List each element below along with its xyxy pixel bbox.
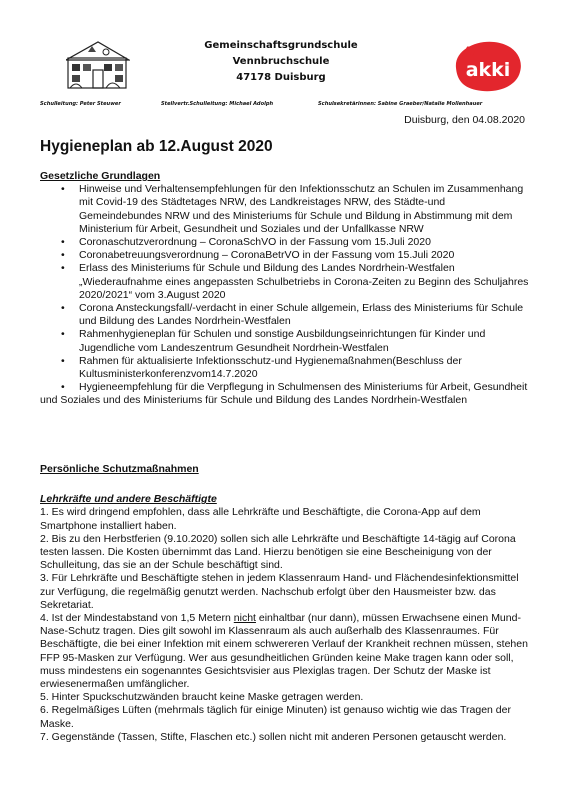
staff-subheading: Lehrkräfte und andere Beschäftigte — [40, 493, 217, 506]
letter-date: Duisburg, den 04.08.2020 — [404, 114, 525, 126]
rule-4-rest: einhaltbar (nur dann), müssen Erwachsene einen Mund-Nase-Schutz tragen. Dies gilt sowohl im Klassenraum als auch außerhalb des Klassenraumes. Für Beschäftigte, die bei einer Infektion mit einem schwereren Verlauf der Krankheit rechnen müssen, stehen FFP 95-Masken zur Verfügung. Wer aus gesundheitlichen Gründen keine Make tragen kann oder soll, muss mindestens ein sogenanntes Gesichtsvisier aus Plexiglas tragen. Der Schutz der Maske ist erwiesenermaßen umfänglicher. — [40, 612, 528, 691]
legal-basis-item: • Hygieneempfehlung für die Verpflegung in Schulmensen des Ministeriums für Arbeit, Gesundheit und Soziales und des Ministeriums für Schule und Bildung des Landes Nordrhein-Westfalen — [40, 381, 530, 407]
akki-logo — [450, 38, 526, 96]
legal-basis-item: • Rahmen für aktualisierte Infektionsschutz-und Hygienemaßnahmen(Beschluss der Kultusministerkonferenzvom14.7.2020 — [40, 355, 530, 381]
legal-basis-item: • Corona Ansteckungsfall/-verdacht in einer Schule allgemein, Erlass des Ministeriums für Schule und Bildung des Landes Nordrhein-Westfalen — [40, 302, 530, 328]
staff-rule-item-4 — [40, 612, 530, 691]
legal-basis-item: • Coronabetreuungsverordnung – CoronaBetrVO in der Fassung vom 15.Juli 2020 — [40, 249, 530, 262]
school-name: Vennbruchschule — [232, 56, 330, 67]
school-city: 47178 Duisburg — [236, 72, 326, 83]
staff-rule-item: 1. Es wird dringend empfohlen, dass alle Lehrkräfte und Beschäftigte, die Corona-App auf dem Smartphone installiert haben. — [40, 506, 481, 532]
school-type: Gemeinschaftsgrundschule — [204, 40, 358, 51]
deputy-principal-name: Stellvertr.Schulleitung: Michael Adolph — [161, 101, 274, 107]
rule-4-start: 4. Ist der Mindestabstand von 1,5 Metern — [40, 612, 234, 625]
personal-protection-section — [40, 463, 530, 744]
school-building-logo — [66, 40, 130, 92]
legal-basis-item: • Erlass des Ministeriums für Schule und Bildung des Landes Nordrhein-Westfalen „Wiederaufnahme eines angepassten Schulbetriebs in Corona-Zeiten zu Beginn des Schuljahres 2020/2021“ vom 3.August 2020 — [40, 262, 530, 302]
legal-basis-section — [40, 170, 530, 408]
legal-basis-item: • Rahmenhygieneplan für Schulen und sonstige Ausbildungseinrichtungen für Kinder und Jugendliche vom Landeszentrum Gesundheit Nordrhein-Westfalen — [40, 328, 530, 354]
principal-name: Schulleitung: Peter Steuwer — [40, 101, 121, 107]
staff-rule-item: 2. Bis zu den Herbstferien (9.10.2020) sollen sich alle Lehrkräfte und Beschäftigte 14-tägig auf Corona testen lassen. Die Kosten übernimmt das Land. Hierzu benötigen sie eine Bescheinigung von der Schulleitung, das sie an der Schule beschäftigt sind. — [40, 532, 516, 572]
rule-4-underlined-word: nicht — [233, 612, 256, 625]
personal-protection-heading: Persönliche Schutzmaßnahmen — [40, 463, 199, 475]
legal-basis-item: • Coronaschutzverordnung – CoronaSchVO in der Fassung vom 15.Juli 2020 — [40, 236, 530, 249]
akki-logo-text: akki — [465, 59, 511, 81]
legal-basis-list — [40, 183, 530, 407]
page-title: Hygieneplan ab 12.August 2020 — [40, 138, 273, 155]
staff-rule-item: 6. Regelmäßiges Lüften (mehrmals täglich für einige Minuten) ist genauso wichtig wie das Tragen der Maske. — [40, 704, 511, 730]
legal-basis-item: • Hinweise und Verhaltensempfehlungen für den Infektionsschutz an Schulen im Zusammenhang mit Covid-19 des Städtetages NRW, des Landkreistages NRW, des Städte-und Gemeindebundes NRW und des Ministeriums für Schule und Bildung in Abstimmung mit dem Ministerium für Arbeit, Gesundheit und Soziales und der Unfallkasse NRW — [40, 183, 530, 236]
staff-rule-item: 5. Hinter Spuckschutzwänden braucht keine Maske getragen werden. — [40, 691, 364, 704]
legal-basis-heading: Gesetzliche Grundlagen — [40, 170, 161, 182]
school-address-block — [150, 38, 412, 86]
staff-rule-item: 7. Gegenstände (Tassen, Stifte, Flaschen etc.) sollen nicht mit anderen Personen getauscht werden. — [40, 730, 507, 743]
secretaries-names: Schulsekretärinnen: Sabine Graeber/Natalie Mollenhauer — [318, 101, 483, 107]
staff-rule-item: 3. Für Lehrkräfte und Beschäftigte stehen in jedem Klassenraum Hand- und Flächendesinfektionsmittel zur Verfügung, die regelmäßig genutzt werden. Nachschub erfolgt über den Hausmeister bzw. das Sekretariat. — [40, 572, 519, 611]
